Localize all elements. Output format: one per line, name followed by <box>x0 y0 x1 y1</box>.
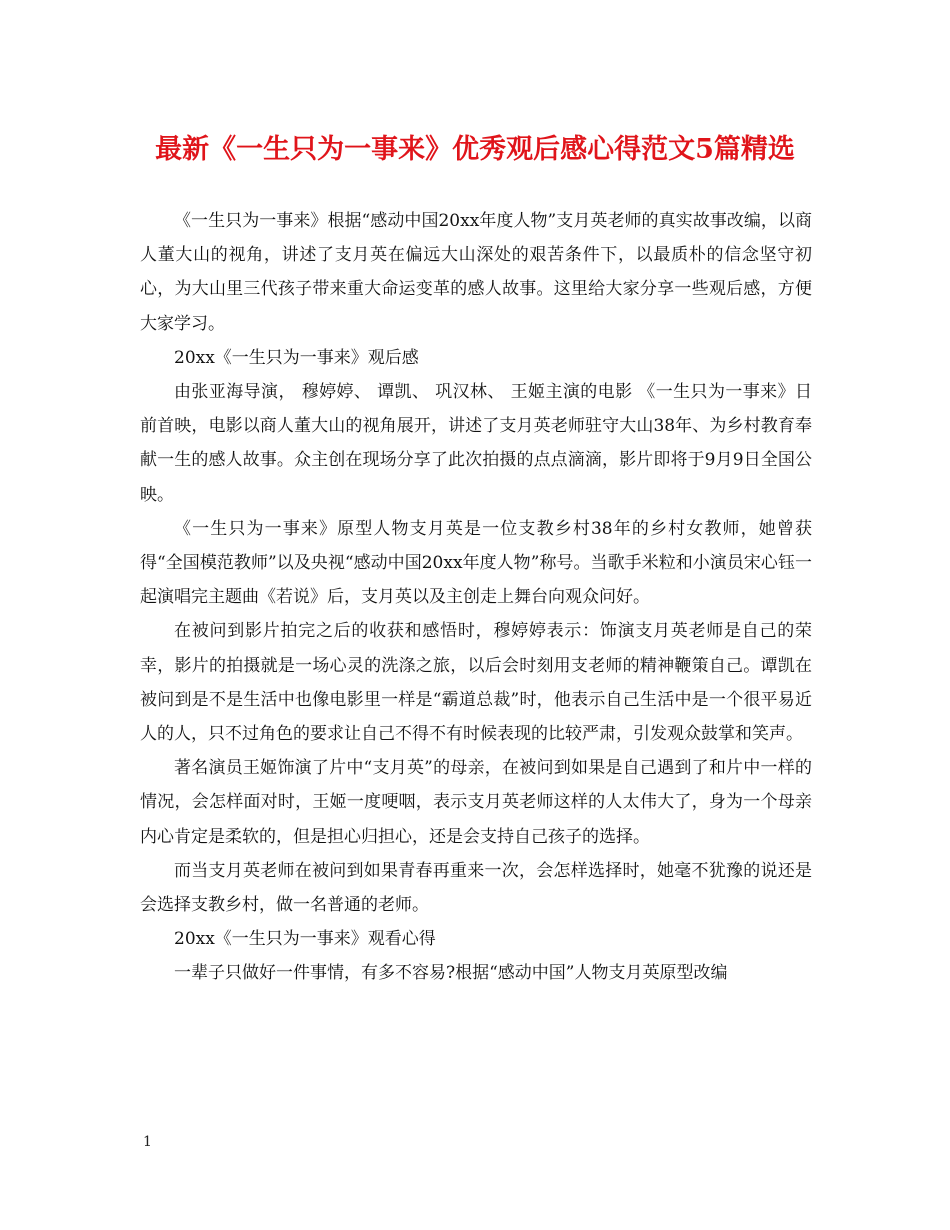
paragraph-intro: 《一生只为一事来》根据“感动中国20xx年度人物”支月英老师的真实故事改编，以商人董大山的视角，讲述了支月英在偏远大山深处的艰苦条件下，以最质朴的信念坚守初心，为大山里三代孩子带来重大命运变革的感人故事。这里给大家分享一些观后感，方便大家学习。 <box>140 211 812 334</box>
page-number: 1 <box>143 1134 152 1150</box>
paragraph-prototype: 《一生只为一事来》原型人物支月英是一位支教乡村38年的乡村女教师，她曾获得“全国模范教师”以及央视“感动中国20xx年度人物”称号。当歌手米粒和小演员宋心钰一起演唱完主题曲《若说》后，支月英以及主创走上舞台向观众问好。 <box>140 518 812 608</box>
document-body <box>140 204 812 991</box>
paragraph-actors: 在被问到影片拍完之后的收获和感悟时，穆婷婷表示：饰演支月英老师是自己的荣幸，影片的拍摄就是一场心灵的洗涤之旅，以后会时刻用支老师的精神鞭策自己。谭凯在被问到是不是生活中也像电影里一样是“霸道总裁”时，他表示自己生活中是一个很平易近人的人，只不过角色的要求让自己不得不有时候表现的比较严肃，引发观众鼓掌和笑声。 <box>140 621 812 745</box>
document-title: 最新《一生只为一事来》优秀观后感心得范文5篇精选 <box>155 134 795 165</box>
paragraph-teacher-choice: 而当支月英老师在被问到如果青春再重来一次，会怎样选择时，她毫不犹豫的说还是会选择支教乡村，做一名普通的老师。 <box>140 860 812 916</box>
paragraph-one-thing: 一辈子只做好一件事情，有多不容易?根据“感动中国”人物支月英原型改编 <box>174 963 728 984</box>
paragraph-wangji: 著名演员王姬饰演了片中“支月英”的母亲，在被问到如果是自己遇到了和片中一样的情况，会怎样面对时，王姬一度哽咽，表示支月英老师这样的人太伟大了，身为一个母亲内心肯定是柔软的，但是担心归担心，还是会支持自己孩子的选择。 <box>140 758 812 847</box>
section-heading-experience: 20xx《一生只为一事来》观看心得 <box>174 929 436 950</box>
paragraph-premiere: 由张亚海导演， 穆婷婷、 谭凯、 巩汉林、 王姬主演的电影 《一生只为一事来》日前首映，电影以商人董大山的视角展开，讲述了支月英老师驻守大山38年、为乡村教育奉献一生的感人故事。众主创在现场分享了此次拍摄的点点滴滴，影片即将于9月9日全国公映。 <box>140 382 812 505</box>
section-heading-review: 20xx《一生只为一事来》观后感 <box>174 347 419 368</box>
